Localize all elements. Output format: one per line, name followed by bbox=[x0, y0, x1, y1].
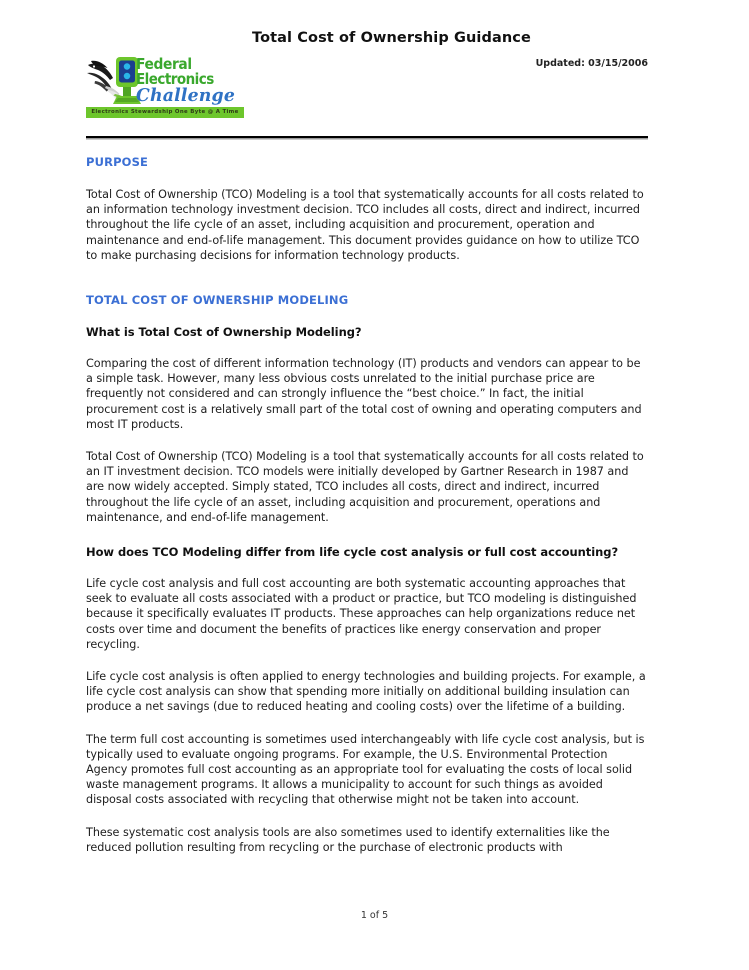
federal-electronics-challenge-logo bbox=[86, 56, 244, 121]
document-title: Total Cost of Ownership Guidance bbox=[252, 30, 531, 46]
subheading-what-is-tco-modeling: What is Total Cost of Ownership Modeling? bbox=[86, 325, 362, 340]
updated-date: Updated: 03/15/2006 bbox=[535, 58, 648, 69]
paragraph-lifecycle-3: The term full cost accounting is sometimes used interchangeably with life cycle cost analysis, but is typically used to evaluate ongoing programs. For example, the U.S. Environmental Protection Agency promotes full cost accounting as an appropriate tool for evaluating the costs of local solid waste management programs. It allows a municipality to account for such things as avoided disposal costs associated with recycling that otherwise might not be taken into account. bbox=[86, 732, 645, 807]
logo-artwork bbox=[86, 56, 244, 108]
section-heading-tco-modeling: TOTAL COST OF OWNERSHIP MODELING bbox=[86, 293, 349, 308]
paragraph-purpose-1: Total Cost of Ownership (TCO) Modeling is a tool that systematically accounts for all costs related to an information technology investment decision. TCO includes all costs, direct and indirect, incurred throughout the life cycle of an asset, including acquisition and procurement, operation and maintenance and end-of-life management. This document provides guidance on how to utilize TCO to make purchasing decisions for information technology products. bbox=[86, 188, 644, 262]
paragraph-lifecycle-1: Life cycle cost analysis and full cost accounting are both systematic accounting approaches that seek to evaluate all costs associated with a product or practice, but TCO modeling is distinguished because it specifically evaluates IT products. These approaches can help organizations reduce net costs over time and document the benefits of practices like energy conservation and proper recycling. bbox=[86, 577, 637, 651]
document-body bbox=[86, 155, 648, 872]
paragraph-lifecycle-2: Life cycle cost analysis is often applied to energy technologies and building projects. For example, a life cycle cost analysis can show that spending more initially on additional building insulation can produce a net savings (due to reduced heating and cooling costs) over the lifetime of a building. bbox=[86, 670, 646, 714]
logo-word-electronics: Electronics bbox=[136, 70, 214, 88]
page-footer: 1 of 5 bbox=[360, 910, 389, 921]
header-divider bbox=[86, 136, 648, 138]
logo-word-challenge: Challenge bbox=[136, 85, 236, 106]
paragraph-what-is-tco-2: Total Cost of Ownership (TCO) Modeling is a tool that systematically accounts for all costs related to an IT investment decision. TCO models were initially developed by Gartner Research in 1987 and are now widely accepted. Simply stated, TCO includes all costs, direct and indirect, incurred throughout the life cycle of an asset, including acquisition and procurement, operations and maintenance, and end-of-life management. bbox=[86, 450, 644, 524]
subheading-tco-vs-lifecycle: How does TCO Modeling differ from life cycle cost analysis or full cost accounting? bbox=[86, 545, 619, 560]
logo-tagline: Electronics Stewardship One Byte @ A Time bbox=[86, 107, 244, 118]
paragraph-what-is-tco-1: Comparing the cost of different information technology (IT) products and vendors can appear to be a simple task. However, many less obvious costs unrelated to the initial purchase price are frequently not considered and can strongly influence the “best choice.” In fact, the initial procurement cost is a relatively small part of the total cost of owning and operating computers and most IT products. bbox=[86, 357, 642, 431]
logo-word-federal: Federal bbox=[136, 55, 192, 73]
section-spacer bbox=[86, 280, 648, 293]
page-header bbox=[86, 0, 648, 137]
section-heading-purpose: PURPOSE bbox=[86, 155, 149, 169]
paragraph-lifecycle-4: These systematic cost analysis tools are also sometimes used to identify externalities like the reduced pollution resulting from recycling or the purchase of electronic products with bbox=[86, 825, 610, 854]
